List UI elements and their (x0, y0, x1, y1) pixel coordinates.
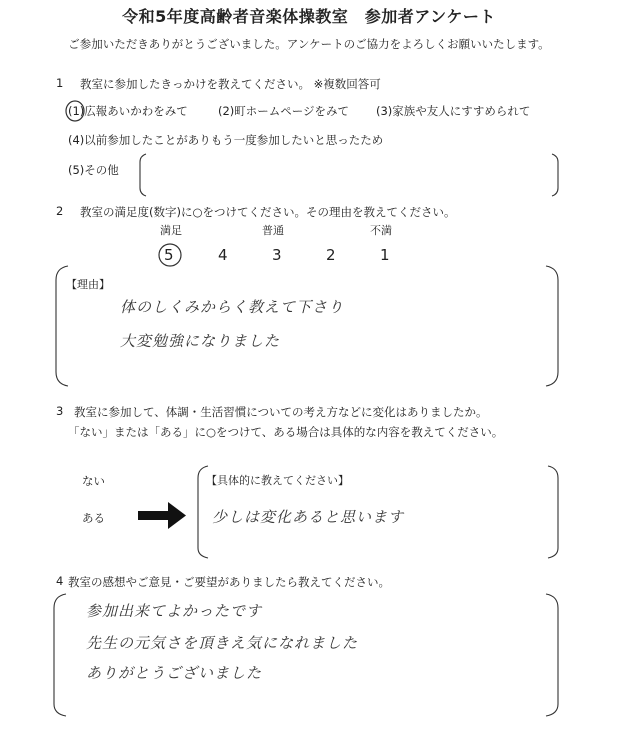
q1-option-2[interactable]: (2)町ホームページをみて (218, 104, 350, 118)
scale-option-2[interactable]: 2 (326, 246, 336, 264)
feedback-bracket-right (546, 594, 558, 716)
q3-question-line-1: 教室に参加して、体調・生活習慣についての考え方などに変化はありましたか。 (74, 405, 488, 419)
feedback-bracket-left (54, 594, 66, 716)
reason-label: 【理由】 (66, 278, 110, 291)
q1-option-1[interactable]: (1)広報あいかわをみて (68, 104, 188, 118)
q2-selection-circle (159, 244, 181, 266)
other-bracket-right (552, 154, 558, 196)
q1-option-4[interactable]: (4)以前参加したことがありもう一度参加したいと思ったため (68, 133, 384, 147)
arrow-right-icon (138, 502, 186, 529)
q3-detail-label: 【具体的に教えてください】 (206, 474, 349, 487)
q4-handwriting-line-2: 先生の元気さを頂きえ気になれました (86, 634, 359, 652)
reason-bracket-right (546, 266, 558, 386)
q4-question: 教室の感想やご意見・ご要望がありましたら教えてください。 (68, 575, 390, 589)
other-bracket-left (140, 154, 146, 196)
q1-selection-circle (66, 101, 84, 121)
detail-bracket-right (548, 466, 558, 558)
q4-number: 4 (56, 574, 64, 588)
q3-option-yes[interactable]: ある (82, 511, 105, 525)
scale-label-satisfied: 満足 (160, 224, 182, 237)
q3-detail-handwriting: 少しは変化あると思います (212, 508, 405, 526)
q1-option-3[interactable]: (3)家族や友人にすすめられて (376, 104, 531, 118)
reason-handwriting-line-2: 大変勉強になりました (120, 332, 281, 350)
q1-question: 教室に参加したきっかけを教えてください。 ※複数回答可 (80, 77, 381, 91)
q1-number: 1 (56, 76, 64, 90)
q3-option-no[interactable]: ない (82, 474, 105, 488)
scale-option-4[interactable]: 4 (218, 246, 228, 264)
scale-label-neutral: 普通 (262, 224, 284, 237)
reason-handwriting-line-1: 体のしくみからく教えて下さり (120, 298, 345, 316)
q1-option-5[interactable]: (5)その他 (68, 163, 119, 177)
scale-option-5[interactable]: 5 (164, 246, 174, 264)
scale-label-dissatisfied: 不満 (370, 224, 392, 237)
q4-handwriting-line-3: ありがとうございました (86, 664, 263, 682)
q3-number: 3 (56, 404, 64, 418)
survey-intro: ご参加いただきありがとうございました。アンケートのご協力をよろしくお願いいたします。 (68, 37, 550, 51)
q2-question: 教室の満足度(数字)に○をつけてください。その理由を教えてください。 (80, 205, 456, 219)
detail-bracket-left (198, 466, 208, 558)
reason-bracket-left (56, 266, 68, 386)
q3-question-line-2: 「ない」または「ある」に○をつけて、ある場合は具体的な内容を教えてください。 (68, 425, 504, 439)
survey-title: 令和5年度高齢者音楽体操教室 参加者アンケート (122, 7, 496, 26)
q4-handwriting-line-1: 参加出来てよかったです (86, 602, 263, 620)
scale-option-3[interactable]: 3 (272, 246, 282, 264)
scale-option-1[interactable]: 1 (380, 246, 390, 264)
q2-number: 2 (56, 204, 64, 218)
